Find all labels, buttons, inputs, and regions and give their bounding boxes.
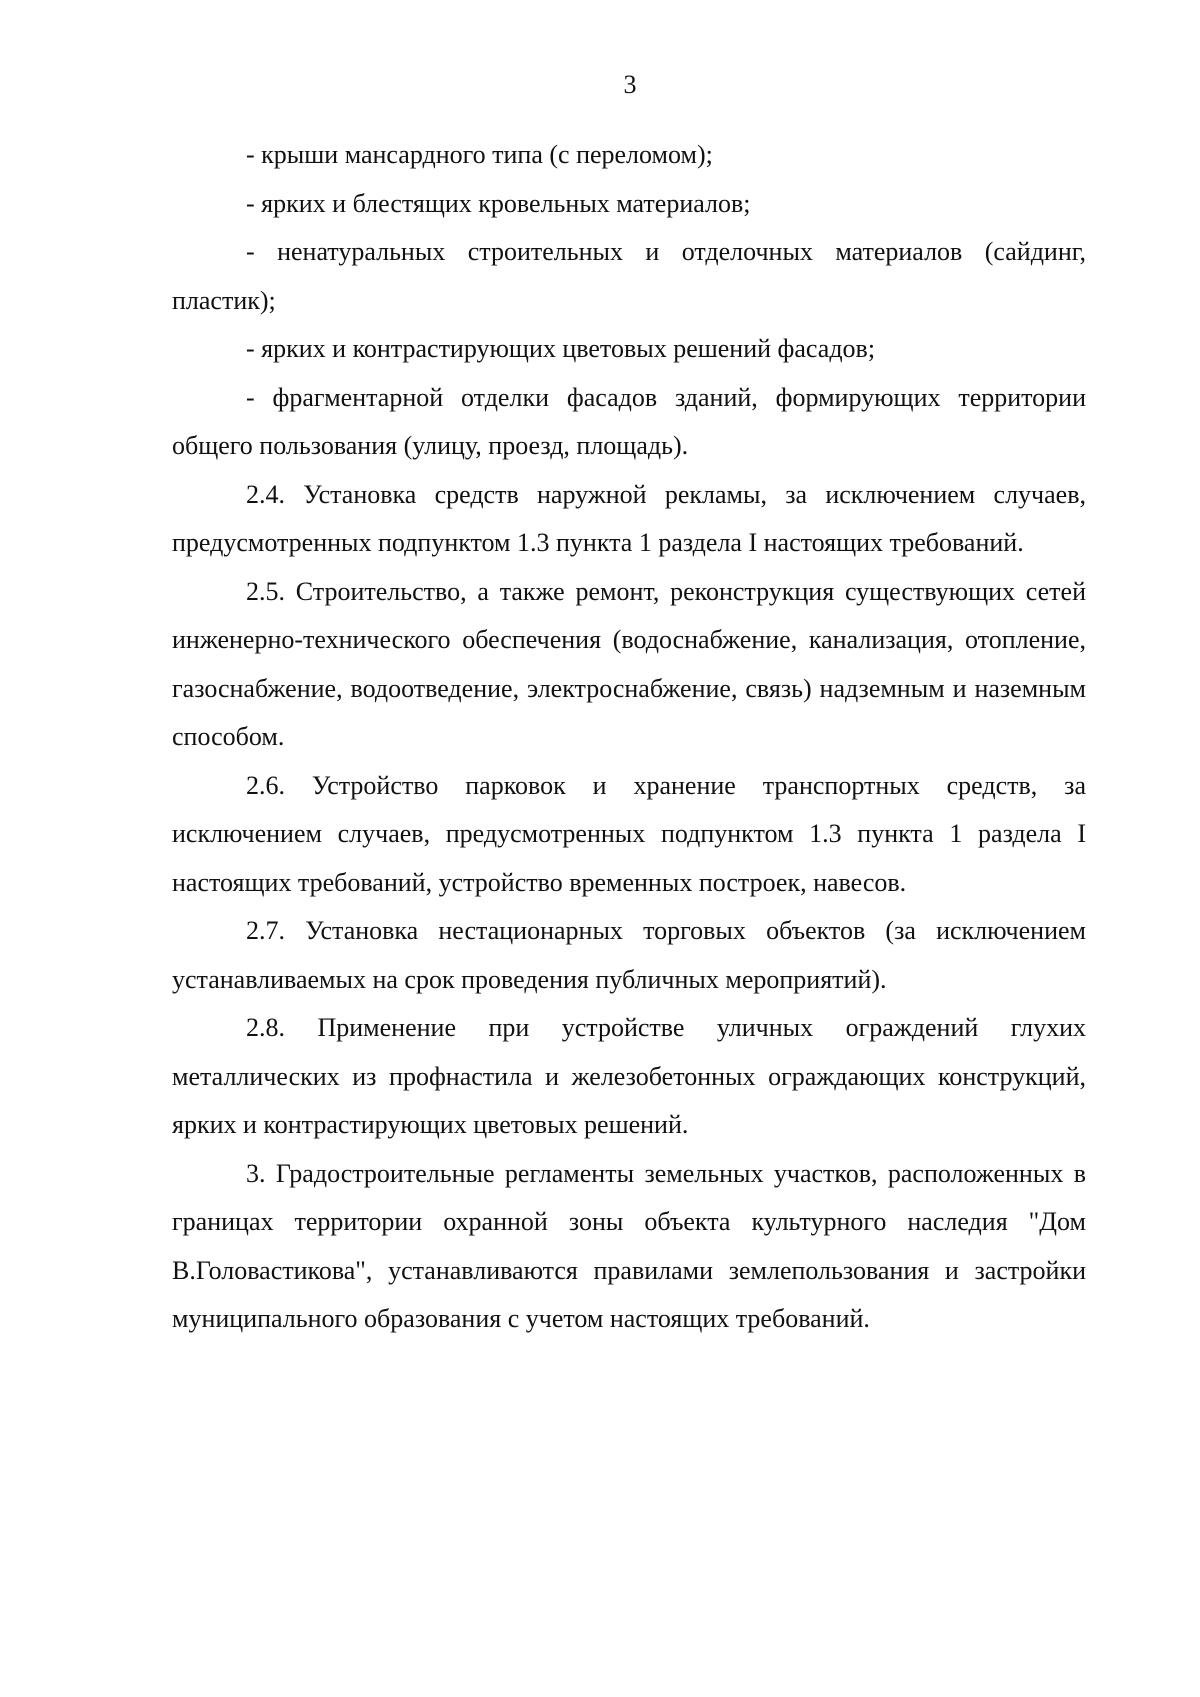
document-body	[172, 131, 1086, 1344]
paragraph-2-8: 2.8. Применение при устройстве уличных ограждений глухих металлических из профнастила и железобетонных ограждающих конструкций, ярких и контрастирующих цветовых решений.	[172, 1013, 1086, 1139]
paragraph-2-4: 2.4. Установка средств наружной рекламы, за исключением случаев, предусмотренных подпунктом 1.3 пункта 1 раздела I настоящих требований.	[172, 479, 1086, 557]
paragraph-3: 3. Градостроительные регламенты земельных участков, расположенных в границах территории охранной зоны объекта культурного наследия "Дом В.Головастикова", устанавливаются правилами землепользования и застройки муниципального образования с учетом настоящих требований.	[172, 1158, 1086, 1333]
paragraph-2-7: 2.7. Установка нестационарных торговых объектов (за исключением устанавливаемых на срок проведения публичных мероприятий).	[172, 916, 1086, 994]
paragraph-2-6: 2.6. Устройство парковок и хранение транспортных средств, за исключением случаев, предусмотренных подпунктом 1.3 пункта 1 раздела I настоящих требований, устройство временных построек, навесов.	[172, 770, 1086, 897]
page-number: 3	[623, 70, 637, 99]
list-item-bright-roofing: - ярких и блестящих кровельных материалов;	[246, 188, 751, 218]
list-item-contrasting-colors: - ярких и контрастирующих цветовых решений фасадов;	[246, 334, 876, 363]
list-item-mansard-roofs: - крыши мансардного типа (с переломом);	[246, 140, 713, 169]
list-item-artificial-materials: - ненатуральных строительных и отделочных материалов (сайдинг, пластик);	[172, 237, 1086, 315]
paragraph-2-5: 2.5. Строительство, а также ремонт, реконструкция существующих сетей инженерно-технического обеспечения (водоснабжение, канализация, отопление, газоснабжение, водоотведение, электроснабжение, связь) надземным и наземным способом.	[172, 576, 1086, 751]
list-item-fragmentary-finish: - фрагментарной отделки фасадов зданий, формирующих территории общего пользования (улицу, проезд, площадь).	[172, 382, 1086, 460]
